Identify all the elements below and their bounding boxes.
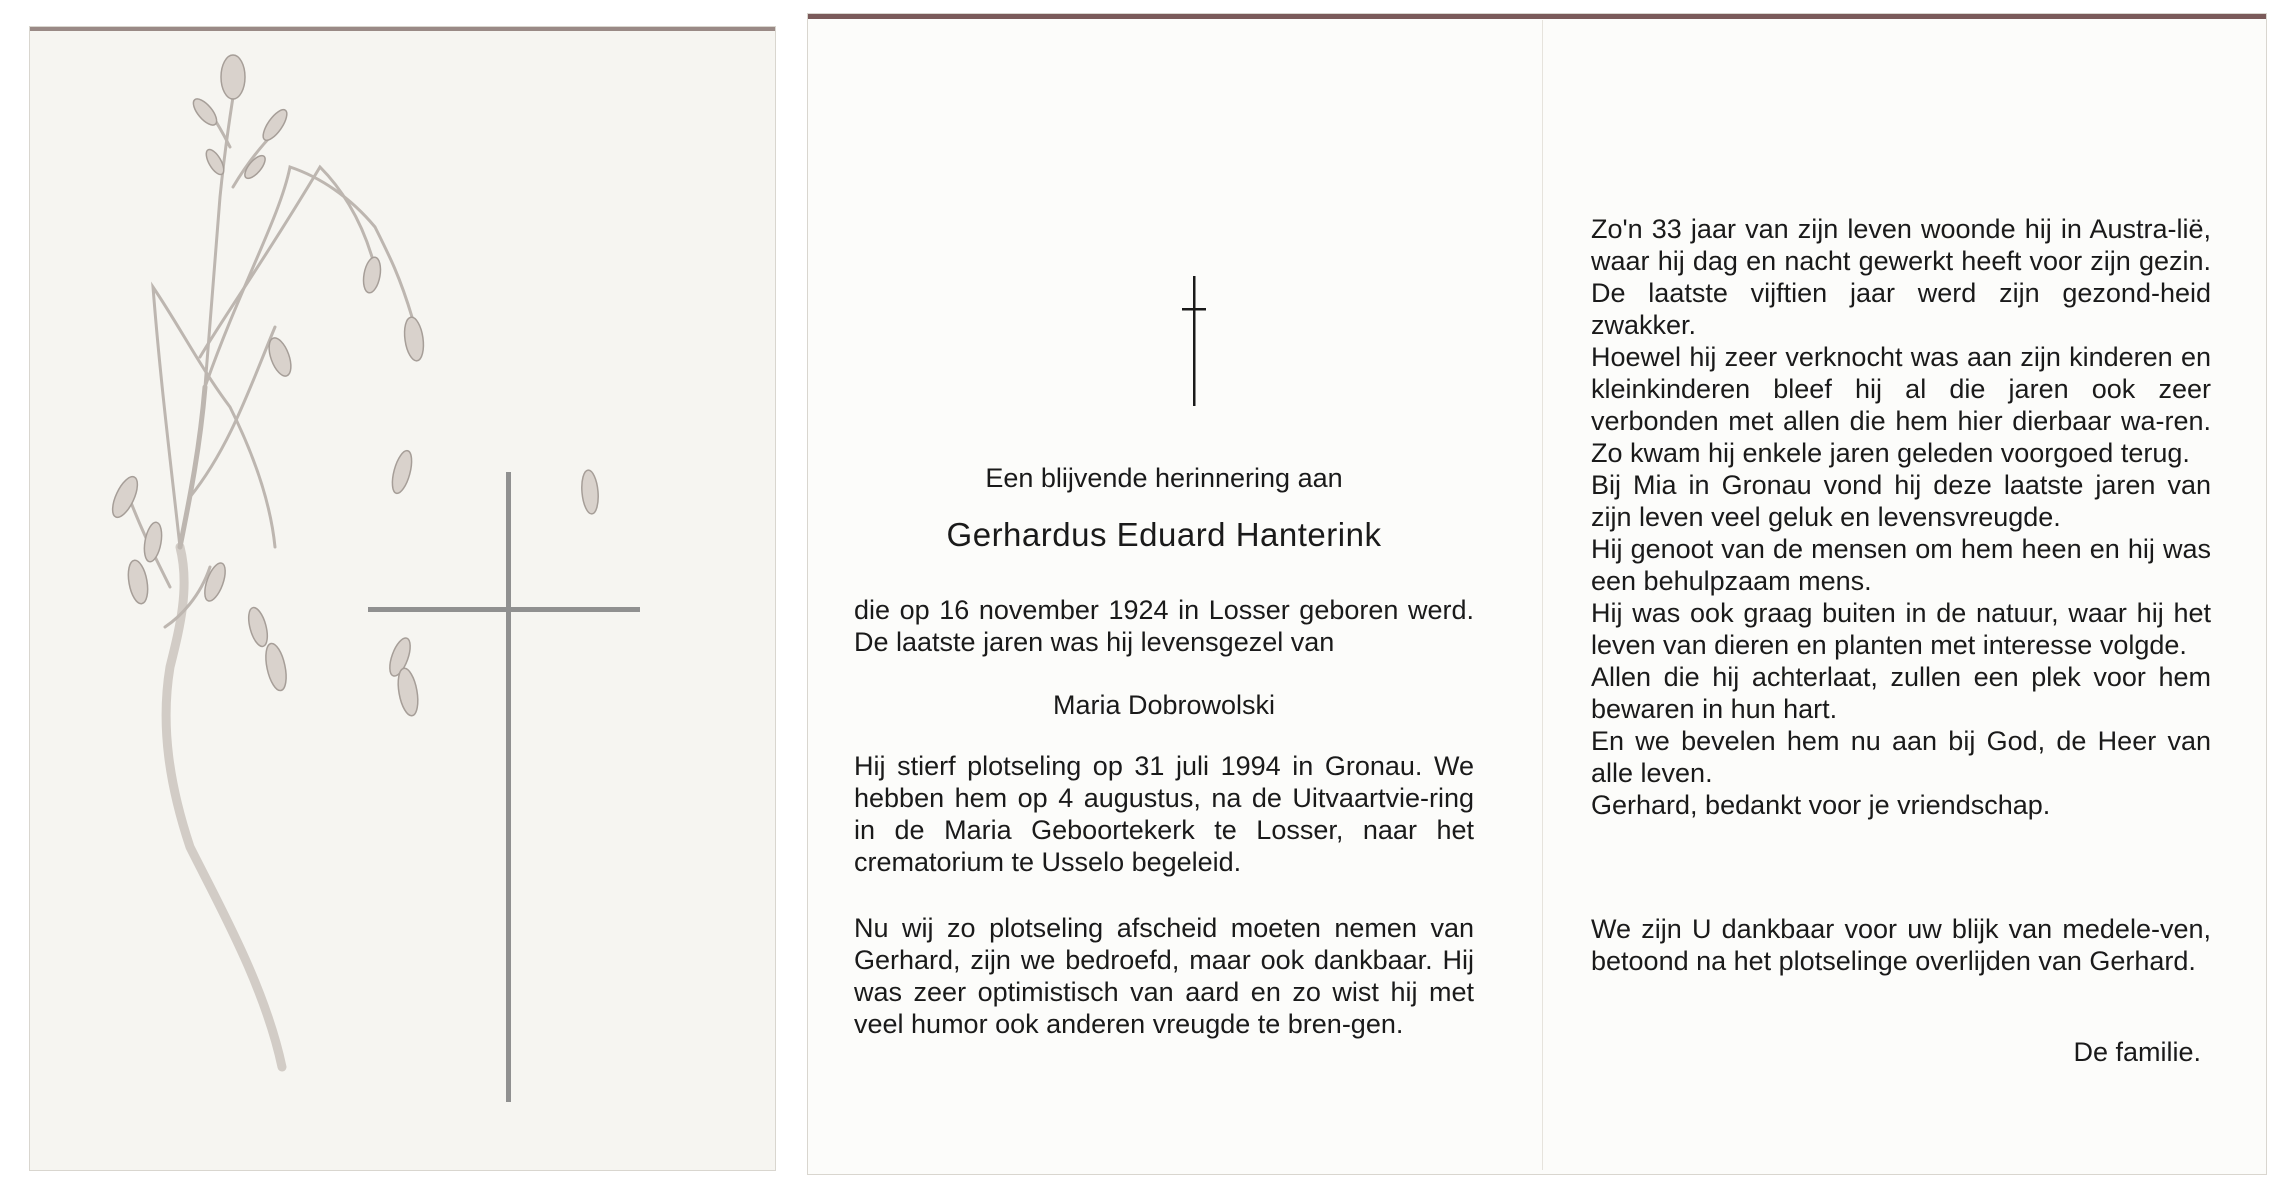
death-paragraph: Hij stierf plotseling op 31 juli 1994 in Gronau. We hebben hem op 4 augustus, na de Uitvaartvie-ring in de Maria Geboortekerk te Losser, naar het crematorium te Usselo begeleid. xyxy=(854,751,1474,877)
life-paragraph: Gerhard, bedankt voor je vriendschap. xyxy=(1591,790,2051,820)
life-story xyxy=(1591,213,2211,821)
card-inside-spread xyxy=(808,14,2266,1174)
memorial-intro: Een blijvende herinnering aan xyxy=(985,463,1343,493)
life-paragraph: En we bevelen hem nu aan bij God, de Heer van alle leven. xyxy=(1591,726,2211,788)
birth-paragraph: die op 16 november 1924 in Losser geboren werd. De laatste jaren was hij levensgezel van xyxy=(854,595,1474,657)
life-paragraph: Allen die hij achterlaat, zullen een plek voor hem bewaren in hun hart. xyxy=(1591,662,2211,724)
partner-name: Maria Dobrowolski xyxy=(1052,690,1276,720)
life-paragraph: Hij was ook graag buiten in de natuur, waar hij het leven van dieren en planten met interesse volgde. xyxy=(1591,598,2211,660)
life-paragraph: Zo'n 33 jaar van zijn leven woonde hij in Austra-lië, waar hij dag en nacht gewerkt heeft voor zijn gezin. De laatste vijftien jaar werd zijn gezond-heid zwakker. xyxy=(1591,214,2211,340)
thanks-paragraph: We zijn U dankbaar voor uw blijk van medele-ven, betoond na het plotselinge overlijden van Gerhard. xyxy=(1591,914,2211,976)
card-top-edge xyxy=(808,14,2266,19)
cross-icon xyxy=(368,472,640,1102)
plant-illustration xyxy=(30,27,775,1170)
card-fold-line xyxy=(1542,20,1543,1170)
life-paragraph: Hoewel hij zeer verknocht was aan zijn kinderen en kleinkinderen bleef hij al die jaren ook zeer verbonden met allen die hem hier dierbaar wa-ren. Zo kwam hij enkele jaren geleden voorgoed terug. xyxy=(1591,342,2211,468)
deceased-name: Gerhardus Eduard Hanterink xyxy=(946,516,1382,553)
card-front-cover xyxy=(30,27,775,1170)
signature: De familie. xyxy=(2073,1037,2201,1067)
life-paragraph: Hij genoot van de mensen om hem heen en hij was een behulpzaam mens. xyxy=(1591,534,2211,596)
life-paragraph: Bij Mia in Gronau vond hij deze laatste jaren van zijn leven veel geluk en levensvreugde. xyxy=(1591,470,2211,532)
cross-icon xyxy=(1182,276,1206,406)
farewell-paragraph: Nu wij zo plotseling afscheid moeten nemen van Gerhard, zijn we bedroefd, maar ook dankbaar. Hij was zeer optimistisch van aard en zo wist hij met veel humor ook anderen vreugde te bren-gen. xyxy=(854,913,1474,1039)
